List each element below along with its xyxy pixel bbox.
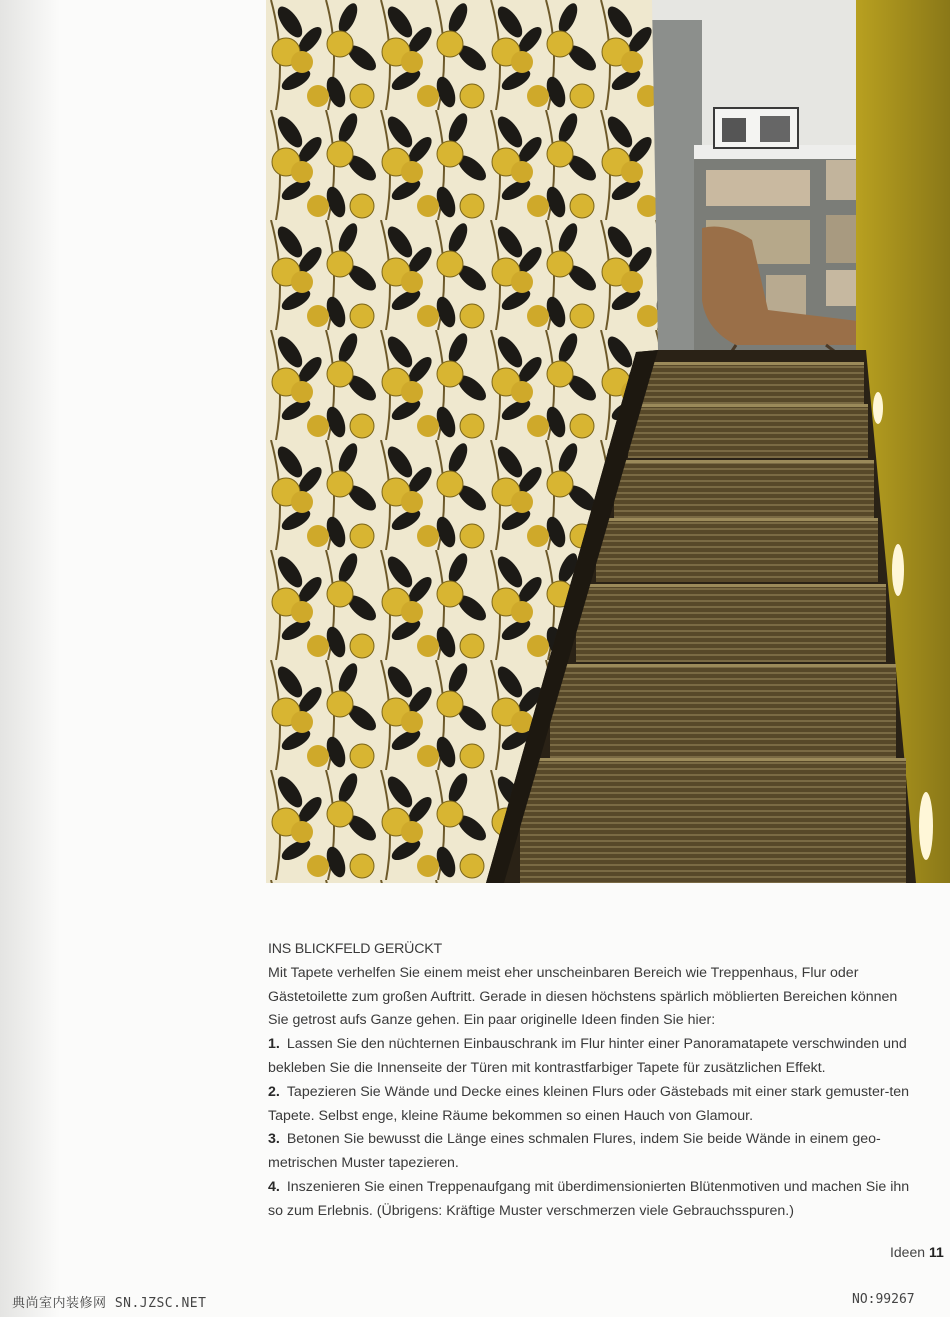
tip-item: [268, 1176, 918, 1224]
staircase-photo: [266, 0, 950, 883]
tip-number: 4.: [268, 1178, 280, 1195]
tip-text: Lassen Sie den nüchternen Einbauschrank im Flur hinter einer Panoramatapete verschwinden und bekleben Sie die Innenseite der Türen mit kontrastfarbiger Tapete für zusätzlichen Effekt.: [268, 1036, 907, 1076]
folio-section: Ideen: [890, 1244, 926, 1260]
watermark-left: 典尚室内装修网 SN.JZSC.NET: [12, 1296, 207, 1311]
page-folio: [890, 1244, 944, 1260]
article-headline: INS BLICKFELD GERÜCKT: [268, 941, 442, 957]
tip-number: 2.: [268, 1083, 280, 1100]
page-gutter-shadow: [0, 0, 60, 1317]
tip-number: 3.: [268, 1131, 280, 1148]
tip-text: Betonen Sie bewusst die Länge eines schmalen Flures, indem Sie beide Wände in einem geo-metrischen Muster tapezieren.: [268, 1131, 881, 1172]
tip-number: 1.: [268, 1036, 280, 1053]
tip-item: [268, 1081, 918, 1129]
page-number: 11: [929, 1244, 944, 1260]
article-intro: Mit Tapete verhelfen Sie einem meist eher unscheinbaren Bereich wie Treppenhaus, Flur oder Gästetoilette zum großen Auftritt. Gerade in diesen höchstens spärlich möblierten Bereichen können Sie getrost aufs Ganze gehen. Ein paar originelle Ideen finden Sie hier:: [268, 964, 898, 1029]
tip-item: [268, 1033, 918, 1081]
watermark-right: NO:99267: [852, 1292, 915, 1307]
tip-text: Tapezieren Sie Wände und Decke eines kleinen Flurs oder Gästebads mit einer stark gemuster-ten Tapete. Selbst enge, kleine Räume bekommen so einen Hauch von Glamour.: [268, 1083, 910, 1124]
tip-item: [268, 1128, 918, 1176]
tip-text: Inszenieren Sie einen Treppenaufgang mit überdimensionierten Blütenmotiven und machen Sie ihn so zum Erlebnis. (Übrigens: Kräftige Muster verschmerzen viele Gebrauchsspuren.): [268, 1178, 910, 1219]
article-text: [268, 938, 918, 1224]
